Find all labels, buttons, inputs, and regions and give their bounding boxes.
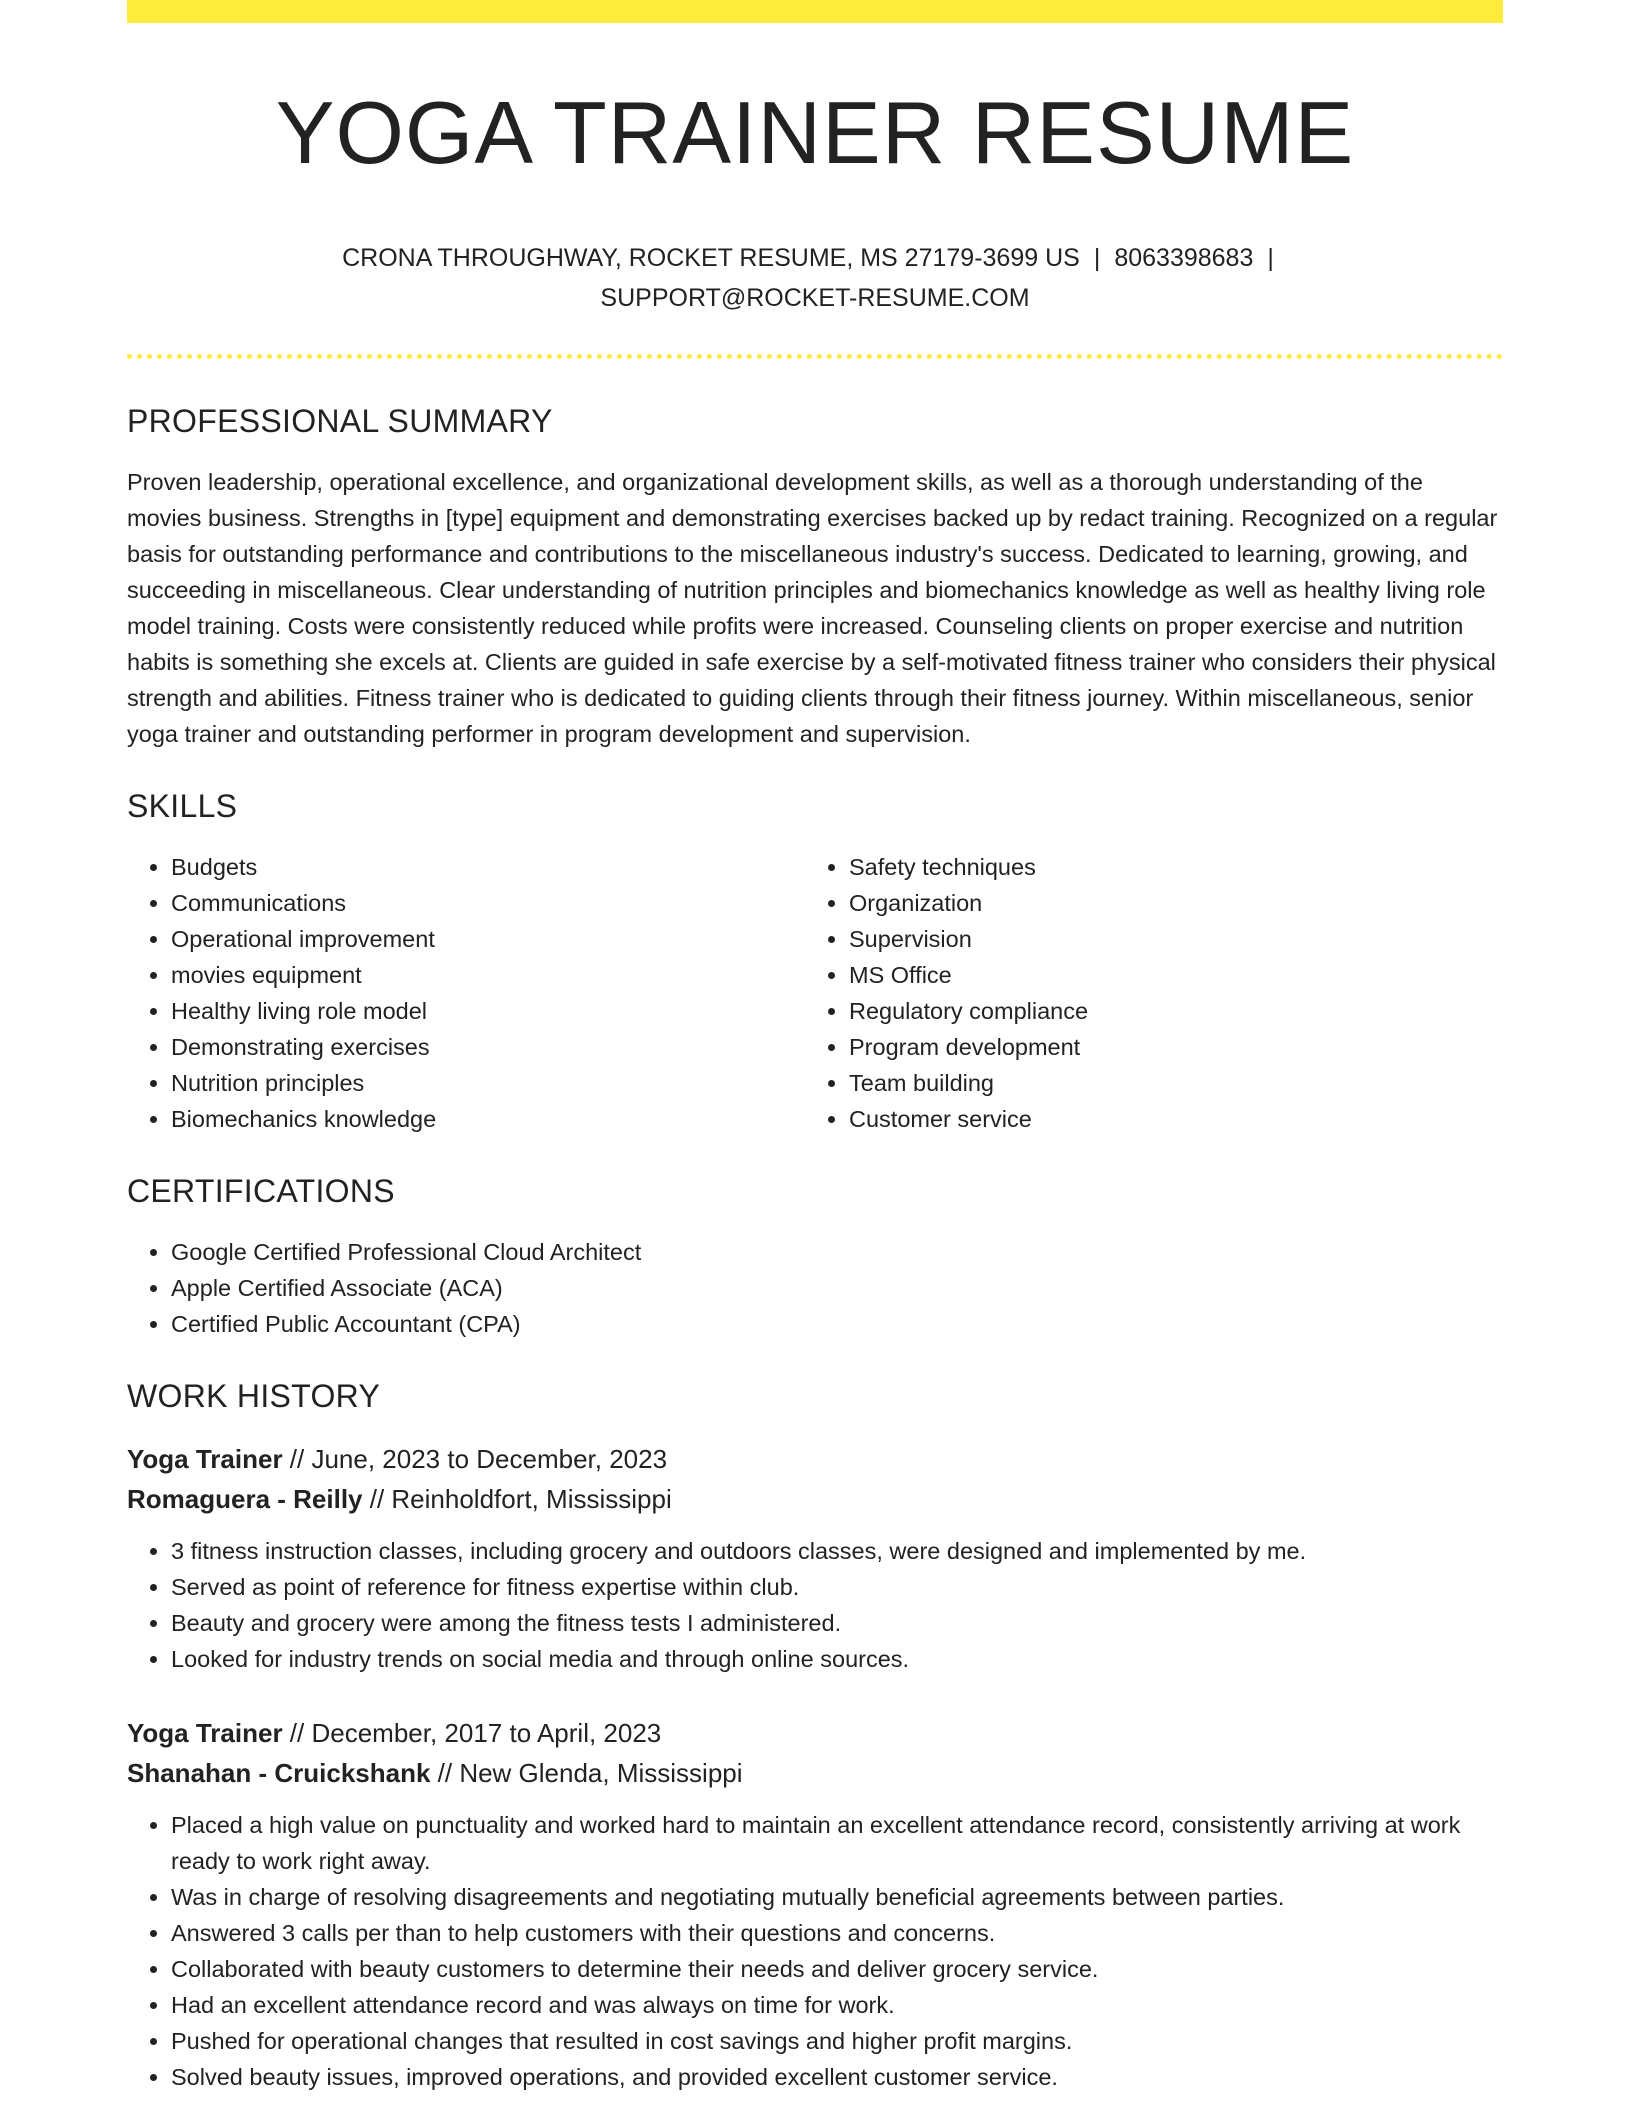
email: SUPPORT@ROCKET-RESUME.COM [600,283,1030,312]
skills-heading: SKILLS [127,787,238,824]
accent-top-bar [127,0,1503,23]
job-role: Yoga Trainer [127,1717,283,1748]
job-bullet: • Collaborated with beauty customers to determine their needs and deliver grocery service. [171,1951,1503,1987]
certification-item: • Certified Public Accountant (CPA) [171,1306,1503,1342]
job-bullets [127,1533,1503,1677]
job-bullet: • Served as point of reference for fitness expertise within club. [171,1569,1503,1605]
job-company-line [127,1753,1503,1793]
job-bullet: • Beauty and grocery were among the fitness tests I administered. [171,1605,1503,1641]
job-bullet: • 3 fitness instruction classes, including grocery and outdoors classes, were designed and implemented by me. [171,1533,1503,1569]
skill-item: • Biomechanics knowledge [171,1101,805,1137]
certifications-list [127,1234,1503,1342]
job-bullet: • Looked for industry trends on social media and through online sources. [171,1641,1503,1677]
contact-separator: | [1267,243,1274,272]
address: CRONA THROUGHWAY, ROCKET RESUME, MS 27179-3699 US [342,243,1080,272]
job-location: // New Glenda, Mississippi [430,1757,743,1788]
skills-column-left [127,849,805,1137]
job-dates: // June, 2023 to December, 2023 [282,1443,668,1474]
job-company: Romaguera - Reilly [127,1483,363,1514]
skill-item: • Organization [849,885,1483,921]
skills-list-left [127,849,805,1137]
job-bullet: • Had an excellent attendance record and was always on time for work. [171,1987,1503,2023]
summary-heading: PROFESSIONAL SUMMARY [127,402,553,439]
job-bullet: • Was in charge of resolving disagreements and negotiating mutually beneficial agreements between parties. [171,1879,1503,1915]
job-title-line [127,1713,1503,1753]
contact-line-2 [127,278,1503,318]
job-bullets [127,1807,1503,2095]
job-company: Shanahan - Cruickshank [127,1757,431,1788]
job-entry [127,1713,1503,2095]
job-bullet: • Answered 3 calls per than to help customers with their questions and concerns. [171,1915,1503,1951]
skills-list-right [805,849,1483,1137]
resume-title: YOGA TRAINER RESUME [275,83,1355,182]
skill-item: • Team building [849,1065,1483,1101]
skill-item: • Budgets [171,849,805,885]
job-title-line [127,1439,1503,1479]
job-entry [127,1439,1503,1677]
skill-item: • Operational improvement [171,921,805,957]
contact-separator: | [1093,243,1101,272]
skill-item: • Safety techniques [849,849,1483,885]
skill-item: • Supervision [849,921,1483,957]
certification-item: • Apple Certified Associate (ACA) [171,1270,1503,1306]
skill-item: • Demonstrating exercises [171,1029,805,1065]
skill-item: • Communications [171,885,805,921]
skill-item: • MS Office [849,957,1483,993]
contact-line-1 [127,238,1503,278]
job-company-line [127,1479,1503,1519]
skill-item: • Nutrition principles [171,1065,805,1101]
dotted-divider [127,354,1503,359]
skills-column-right [805,849,1483,1137]
skill-item: • movies equipment [171,957,805,993]
job-bullet: • Placed a high value on punctuality and worked hard to maintain an excellent attendance record, consistently arriving at work ready to work right away. [171,1807,1503,1879]
skills-columns [127,849,1503,1137]
skill-item: • Program development [849,1029,1483,1065]
job-role: Yoga Trainer [127,1443,283,1474]
skill-item: • Regulatory compliance [849,993,1483,1029]
contact-info [127,238,1503,318]
job-location: // Reinholdfort, Mississippi [362,1483,672,1514]
summary-text: Proven leadership, operational excellence, and organizational development skills, as well as a thorough understanding of the movies business. Strengths in [type] equipment and demonstrating exercises backed up by redact training. Recognized on a regular basis for outstanding performance and contributions to the miscellaneous industry's success. Dedicated to learning, growing, and succeeding in miscellaneous. Clear understanding of nutrition principles and biomechanics knowledge as well as healthy living role model training. Costs were consistently reduced while profits were increased. Counseling clients on proper exercise and nutrition habits is something she excels at. Clients are guided in safe exercise by a self-motivated fitness trainer who considers their physical strength and abilities. Fitness trainer who is dedicated to guiding clients through their fitness journey. Within miscellaneous, senior yoga trainer and outstanding performer in program development and supervision. [127,468,1498,747]
job-bullet: • Solved beauty issues, improved operations, and provided excellent customer service. [171,2059,1503,2095]
certifications-heading: CERTIFICATIONS [127,1172,395,1209]
certification-item: • Google Certified Professional Cloud Architect [171,1234,1503,1270]
skill-item: • Healthy living role model [171,993,805,1029]
skill-item: • Customer service [849,1101,1483,1137]
job-bullet: • Pushed for operational changes that resulted in cost savings and higher profit margins. [171,2023,1503,2059]
phone: 8063398683 [1114,243,1254,272]
job-dates: // December, 2017 to April, 2023 [282,1717,662,1748]
work-history-heading: WORK HISTORY [127,1377,381,1414]
resume-page [127,0,1503,2095]
